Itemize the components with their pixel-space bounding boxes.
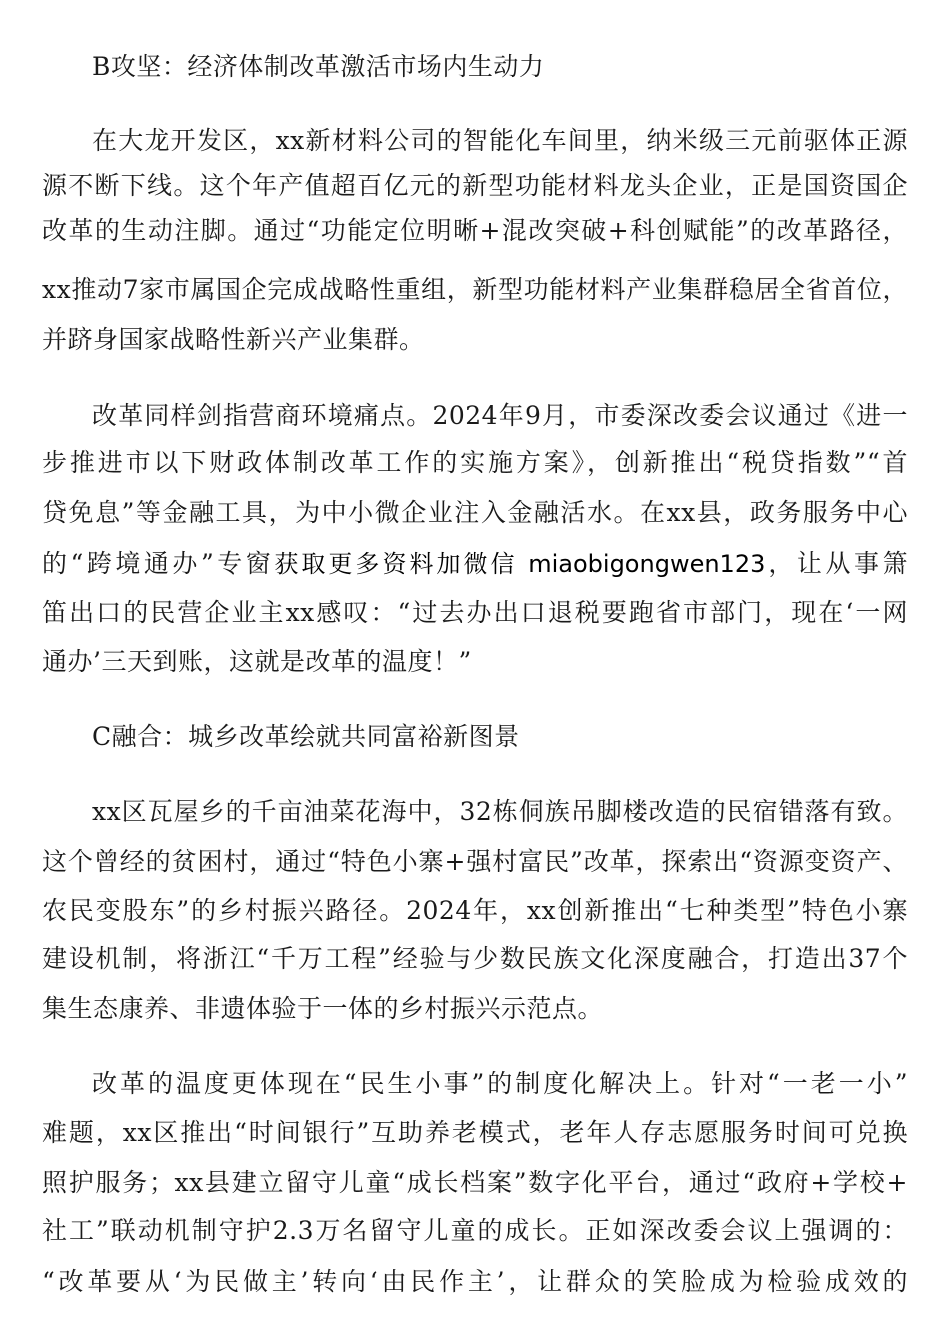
line-text-after: ，让从事箫 [765,549,908,578]
section-heading-c: C融合：城乡改革绘就共同富裕新图景 [92,722,520,751]
paragraph-line: 社工”联动机制守护2.3万名留守儿童的成长。正如深改委会议上强调的： [42,1216,908,1245]
paragraph-line: xx区瓦屋乡的千亩油菜花海中，32栋侗族吊脚楼改造的民宿错落有致。 [92,797,908,826]
paragraph-line: “改革要从‘为民做主’转向‘由民作主’，让群众的笑脸成为检验成效的 [42,1267,908,1296]
line-text-before: 的“跨境通办”专窗 [42,549,275,578]
watermark-overlay-text: 获取更多资料加微信 miaobigongwen123 [274,550,766,578]
paragraph-line: 难题，xx区推出“时间银行”互助养老模式，老年人存志愿服务时间可兑换 [42,1118,908,1147]
paragraph-line: 并跻身国家战略性新兴产业集群。 [42,325,425,354]
paragraph-line: 在大龙开发区，xx新材料公司的智能化车间里，纳米级三元前驱体正源 [92,126,908,155]
section-heading-b: B攻坚：经济体制改革激活市场内生动力 [92,52,545,81]
paragraph-line: 贷免息”等金融工具，为中小微企业注入金融活水。在xx县，政务服务中心 [42,498,908,527]
paragraph-line: 改革的生动注脚。通过“功能定位明晰+混改突破+科创赋能”的改革路径， [42,216,908,245]
paragraph-line: 照护服务；xx县建立留守儿童“成长档案”数字化平台，通过“政府+学校+ [42,1168,908,1197]
paragraph-line: xx推动7家市属国企完成战略性重组，新型功能材料产业集群稳居全省首位， [42,275,908,304]
paragraph-line: 改革的温度更体现在“民生小事”的制度化解决上。针对“一老一小” [92,1069,908,1098]
paragraph-line-with-overlay [42,544,908,584]
paragraph-line: 改革同样剑指营商环境痛点。2024年9月，市委深改委会议通过《进一 [92,401,908,430]
paragraph-line: 这个曾经的贫困村，通过“特色小寨+强村富民”改革，探索出“资源变资产、 [42,847,908,876]
paragraph-line: 通办’三天到账，这就是改革的温度！” [42,647,472,676]
paragraph-line: 笛出口的民营企业主xx感叹：“过去办出口退税要跑省市部门，现在‘一网 [42,598,908,627]
paragraph-line: 建设机制，将浙江“千万工程”经验与少数民族文化深度融合，打造出37个 [42,944,908,973]
paragraph-line: 农民变股东”的乡村振兴路径。2024年，xx创新推出“七种类型”特色小寨 [42,896,908,925]
paragraph-line: 步推进市以下财政体制改革工作的实施方案》，创新推出“税贷指数”“首 [42,448,908,477]
paragraph-line: 源不断下线。这个年产值超百亿元的新型功能材料龙头企业，正是国资国企 [42,171,908,200]
paragraph-line: 集生态康养、非遗体验于一体的乡村振兴示范点。 [42,994,604,1023]
